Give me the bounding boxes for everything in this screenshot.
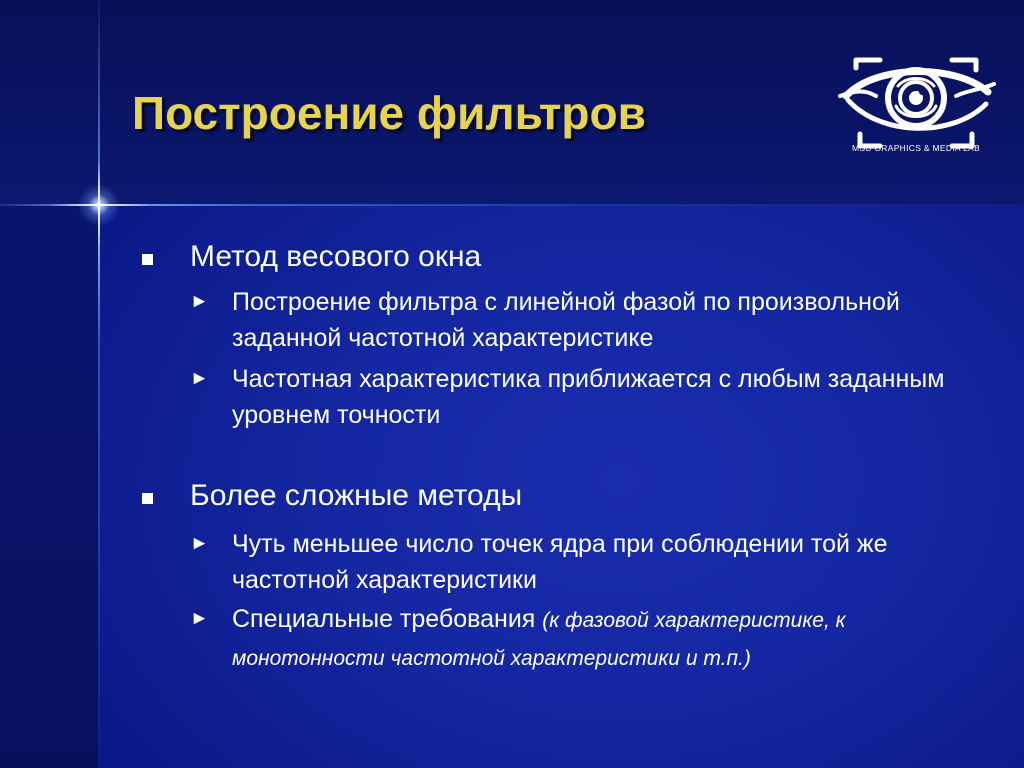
list-item: Частотная характеристика приближается с любым заданным уровнем точности bbox=[232, 365, 945, 429]
arrow-bullet-icon: ► bbox=[190, 608, 209, 629]
section-heading: Более сложные методы bbox=[190, 479, 523, 512]
square-bullet-icon bbox=[142, 493, 153, 504]
square-bullet-icon bbox=[142, 254, 153, 265]
arrow-bullet-icon: ► bbox=[190, 368, 209, 389]
list-item: Чуть меньшее число точек ядра при соблюдении той же частотной характеристики bbox=[232, 530, 888, 594]
list-item: Построение фильтра с линейной фазой по произвольной заданной частотной характеристике bbox=[232, 288, 900, 352]
list-item-note: (к фазовой характеристике, к монотонности частотной характеристики и т.п.) bbox=[232, 609, 846, 670]
arrow-bullet-icon: ► bbox=[190, 533, 209, 554]
logo-caption: MSU GRAPHICS & MEDIA LAB bbox=[851, 143, 981, 153]
list-item-text: Специальные требования bbox=[232, 605, 536, 633]
section-heading: Метод весового окна bbox=[190, 240, 482, 273]
list-item bbox=[232, 601, 1002, 677]
slide-title: Построение фильтров bbox=[132, 87, 646, 139]
arrow-bullet-icon: ► bbox=[190, 291, 209, 312]
